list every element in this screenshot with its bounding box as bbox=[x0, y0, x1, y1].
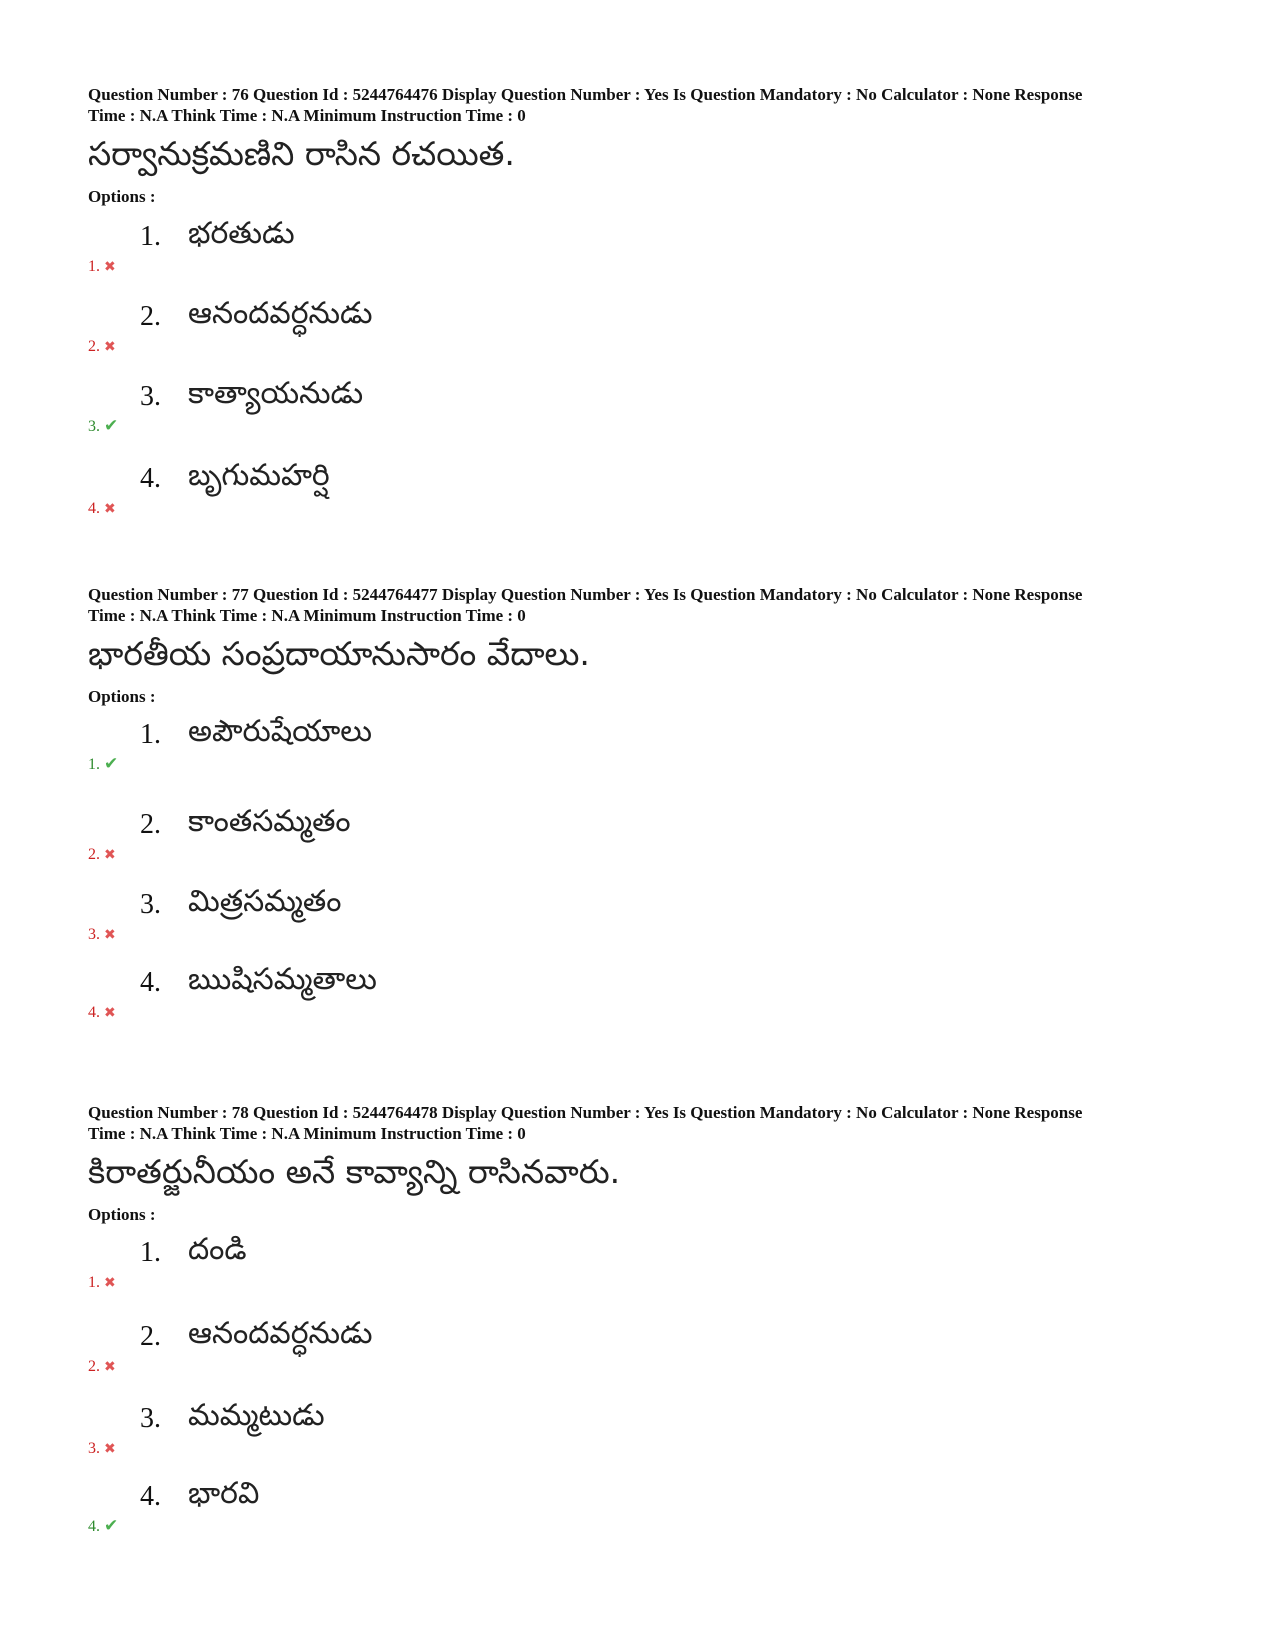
option-marker bbox=[88, 1004, 116, 1022]
question-meta-line-1: Question Number : 77 Question Id : 5244764477 Display Question Number : Yes Is Question Mandatory : No Calculator : None Response bbox=[88, 585, 1083, 604]
option-content bbox=[140, 804, 351, 846]
option-marker bbox=[88, 500, 116, 518]
cross-icon: ✖ bbox=[104, 927, 116, 943]
options-label: Options : bbox=[88, 687, 156, 706]
option-number: 2. bbox=[140, 1321, 161, 1352]
options-label: Options : bbox=[88, 1205, 156, 1224]
option-text: ఋషిసమ్మతాలు bbox=[188, 962, 377, 997]
option-marker-number: 3. bbox=[88, 1440, 100, 1457]
option-4 bbox=[88, 458, 688, 518]
option-marker bbox=[88, 1358, 116, 1376]
option-marker bbox=[88, 926, 116, 944]
question-text: భారతీయ సంప్రదాయానుసారం వేదాలు. bbox=[88, 634, 590, 673]
option-marker-number: 3. bbox=[88, 418, 100, 435]
option-number: 1. bbox=[140, 719, 161, 750]
option-marker bbox=[88, 1517, 118, 1536]
option-number: 3. bbox=[140, 889, 161, 920]
option-text: ఆనందవర్ధనుడు bbox=[188, 296, 373, 331]
option-3 bbox=[88, 1398, 688, 1458]
cross-icon: ✖ bbox=[104, 1275, 116, 1291]
option-marker bbox=[88, 755, 118, 774]
question-block-76 bbox=[88, 84, 1198, 517]
option-marker bbox=[88, 846, 116, 864]
option-2 bbox=[88, 804, 688, 864]
option-number: 2. bbox=[140, 301, 161, 332]
option-content bbox=[140, 1398, 325, 1440]
option-content bbox=[140, 296, 373, 338]
option-content bbox=[140, 962, 377, 1004]
option-number: 1. bbox=[140, 1237, 161, 1268]
option-marker-number: 4. bbox=[88, 500, 100, 517]
option-1 bbox=[88, 714, 688, 774]
option-1 bbox=[88, 216, 688, 276]
option-2 bbox=[88, 1316, 688, 1376]
cross-icon: ✖ bbox=[104, 1441, 116, 1457]
option-content bbox=[140, 884, 341, 926]
option-2 bbox=[88, 296, 688, 356]
option-number: 2. bbox=[140, 809, 161, 840]
option-marker bbox=[88, 1440, 116, 1458]
option-marker-number: 4. bbox=[88, 1518, 100, 1535]
question-text: సర్వానుక్రమణిని రాసిన రచయిత. bbox=[88, 134, 515, 173]
option-content bbox=[140, 714, 372, 756]
option-marker-number: 1. bbox=[88, 258, 100, 275]
question-block-78 bbox=[88, 1102, 1198, 1536]
cross-icon: ✖ bbox=[104, 501, 116, 517]
option-marker-number: 3. bbox=[88, 926, 100, 943]
option-text: కాంతసమ్మతం bbox=[188, 804, 351, 839]
options-label: Options : bbox=[88, 187, 156, 206]
question-meta-line-2: Time : N.A Think Time : N.A Minimum Instruction Time : 0 bbox=[88, 606, 526, 625]
question-meta-line-1: Question Number : 78 Question Id : 5244764478 Display Question Number : Yes Is Question Mandatory : No Calculator : None Response bbox=[88, 1103, 1083, 1122]
option-marker bbox=[88, 417, 118, 436]
option-marker-number: 2. bbox=[88, 1358, 100, 1375]
option-text: అపౌరుషేయాలు bbox=[188, 714, 372, 749]
option-marker-number: 1. bbox=[88, 756, 100, 773]
question-meta-line-1: Question Number : 76 Question Id : 5244764476 Display Question Number : Yes Is Question Mandatory : No Calculator : None Response bbox=[88, 85, 1083, 104]
option-3 bbox=[88, 376, 688, 436]
option-content bbox=[140, 376, 363, 418]
cross-icon: ✖ bbox=[104, 339, 116, 355]
cross-icon: ✖ bbox=[104, 1005, 116, 1021]
option-text: భరతుడు bbox=[188, 216, 295, 251]
check-icon: ✔ bbox=[104, 416, 119, 436]
cross-icon: ✖ bbox=[104, 847, 116, 863]
option-marker-number: 2. bbox=[88, 338, 100, 355]
option-text: మమ్మటుడు bbox=[188, 1398, 325, 1433]
option-marker bbox=[88, 338, 116, 356]
option-number: 4. bbox=[140, 463, 161, 494]
question-text: కిరాతర్జునీయం అనే కావ్యాన్ని రాసినవారు. bbox=[88, 1152, 621, 1191]
option-4 bbox=[88, 1476, 688, 1536]
option-number: 3. bbox=[140, 381, 161, 412]
option-text: మిత్రసమ్మతం bbox=[188, 884, 342, 919]
option-content bbox=[140, 1316, 373, 1358]
option-4 bbox=[88, 962, 688, 1022]
option-text: ఆనందవర్ధనుడు bbox=[188, 1316, 373, 1351]
option-1 bbox=[88, 1232, 688, 1292]
option-marker bbox=[88, 1274, 116, 1292]
cross-icon: ✖ bbox=[104, 1359, 116, 1375]
option-number: 4. bbox=[140, 1481, 161, 1512]
check-icon: ✔ bbox=[104, 1516, 119, 1536]
option-text: బృగుమహర్షి bbox=[188, 458, 330, 493]
option-text: భారవి bbox=[188, 1476, 260, 1511]
option-marker-number: 2. bbox=[88, 846, 100, 863]
option-number: 1. bbox=[140, 221, 161, 252]
option-number: 3. bbox=[140, 1403, 161, 1434]
question-meta-line-2: Time : N.A Think Time : N.A Minimum Instruction Time : 0 bbox=[88, 106, 526, 125]
question-block-77 bbox=[88, 584, 1198, 1021]
option-3 bbox=[88, 884, 688, 944]
option-marker-number: 1. bbox=[88, 1274, 100, 1291]
option-content bbox=[140, 1476, 259, 1518]
option-marker bbox=[88, 258, 116, 276]
option-text: కాత్యాయనుడు bbox=[188, 376, 364, 411]
option-content bbox=[140, 1232, 247, 1274]
option-content bbox=[140, 216, 295, 258]
option-content bbox=[140, 458, 330, 500]
option-number: 4. bbox=[140, 967, 161, 998]
question-meta-line-2: Time : N.A Think Time : N.A Minimum Instruction Time : 0 bbox=[88, 1124, 526, 1143]
option-marker-number: 4. bbox=[88, 1004, 100, 1021]
cross-icon: ✖ bbox=[104, 259, 116, 275]
check-icon: ✔ bbox=[104, 754, 119, 774]
option-text: దండి bbox=[188, 1232, 247, 1267]
